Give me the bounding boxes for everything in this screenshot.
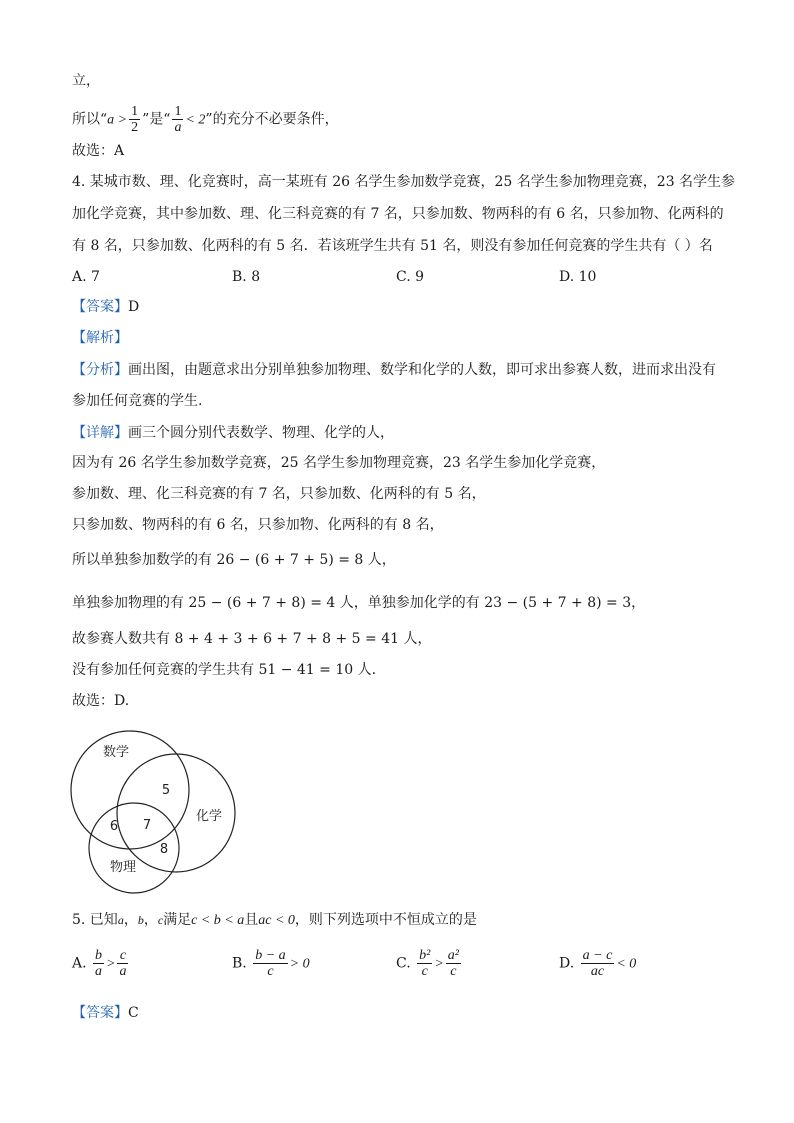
venn-diagram <box>60 718 260 903</box>
phys-label: 物理 <box>109 860 137 875</box>
region-all: 7 <box>142 818 152 833</box>
question-stem: 5. 已知a，b，c满足c < b < a且ac < 0，则下列选项中不恒成立的是 <box>72 912 477 928</box>
text-line <box>72 72 100 90</box>
text-line <box>72 104 339 135</box>
answer-value: D <box>128 299 140 315</box>
region-phys-chem: 8 <box>159 842 169 857</box>
detail-text: 因为有 26 名学生参加数学竞赛，25 名学生参加物理竞赛，23 名学生参加化学竞赛， <box>72 455 606 471</box>
math-expr: < 2 <box>185 112 206 128</box>
detail-text: 【详解】画三个圆分别代表数学、物理、化学的人， <box>72 425 394 441</box>
analysis-line <box>72 329 128 347</box>
option-a: A. $\frac{b}{a}$ > $\frac{c}{a}$ <box>72 948 127 979</box>
option-b: B. 8 <box>232 269 261 285</box>
math-expr: c < b < a <box>191 913 245 928</box>
option-d: D. 10 <box>559 269 597 285</box>
math-expr: a > <box>107 112 128 128</box>
answer-line <box>72 298 139 316</box>
detail-tag: 【详解】 <box>72 425 128 441</box>
option-c: C. 9 <box>396 269 425 285</box>
fraction: $\frac{1}{a}$ <box>174 104 182 135</box>
question-stem: 有 8 名，只参加数、化两科的有 5 名．若该班学生共有 51 名，则没有参加任何竞赛的学生共有（ ）名 <box>72 238 713 254</box>
math-circle <box>71 731 189 849</box>
text: 所以“ <box>72 111 108 128</box>
detail-text: 没有参加任何竞赛的学生共有 51 − 41 = 10 人. <box>72 662 377 678</box>
question-stem: 4. 某城市数、理、化竞赛时，高一某班有 26 名学生参加数学竞赛，25 名学生参加物理竞赛，23 名学生参 <box>72 174 736 190</box>
detail-text: 故参赛人数共有 8 + 4 + 3 + 6 + 7 + 8 + 5 = 41 人， <box>72 631 432 647</box>
text: ”的充分不必要条件， <box>205 111 339 128</box>
analysis-tag: 【解析】 <box>72 330 128 346</box>
analysis-text: 【分析】画出图，由题意求出分别单独参加物理、数学和化学的人数，即可求出参赛人数，进而求出没有 <box>72 362 716 378</box>
detail-text: 单独参加物理的有 25 − (6 + 7 + 8) = 4 人，单独参加化学的有 23 − (5 + 7 + 8) = 3， <box>72 595 646 611</box>
option-a: A. 7 <box>72 269 100 285</box>
answer-value: C <box>128 1005 139 1021</box>
answer-line <box>72 1004 139 1022</box>
detail-text: 故选：D. <box>72 693 130 709</box>
detail-text: 所以单独参加数学的有 26 − (6 + 7 + 5) = 8 人， <box>72 552 396 568</box>
text: 立， <box>72 73 100 89</box>
answer-tag: 【答案】 <box>72 1005 128 1021</box>
question-stem: 加化学竞赛，其中参加数、理、化三科竞赛的有 7 名，只参加数、物两科的有 6 名，只参加物、化两科的 <box>72 206 724 222</box>
text-line: 故选：A <box>72 143 125 159</box>
answer-tag: 【答案】 <box>72 299 128 315</box>
text: ”是“ <box>142 111 171 128</box>
math-label: 数学 <box>102 745 130 760</box>
math-expr: ac < 0 <box>258 913 295 928</box>
region-math-chem: 5 <box>161 783 171 798</box>
option-d: D. $\frac{a - c}{ac}$ < 0 <box>559 948 637 979</box>
chem-label: 化学 <box>195 809 223 824</box>
option-b: B. $\frac{b - a}{c}$ > 0 <box>232 948 310 979</box>
detail-text: 只参加数、物两科的有 6 名，只参加物、化两科的有 8 名， <box>72 517 444 533</box>
detail-text: 参加数、理、化三科竞赛的有 7 名，只参加数、化两科的有 5 名， <box>72 486 486 502</box>
region-math-phys: 6 <box>109 819 119 834</box>
option-c: C. $\frac{\text{b²}}{c}$ > $\frac{\text{a²}}{c}$ <box>396 948 459 979</box>
fraction: $\frac{1}{2}$ <box>131 104 139 135</box>
analysis-text: 参加任何竞赛的学生. <box>72 393 203 409</box>
fenxi-tag: 【分析】 <box>72 362 128 378</box>
